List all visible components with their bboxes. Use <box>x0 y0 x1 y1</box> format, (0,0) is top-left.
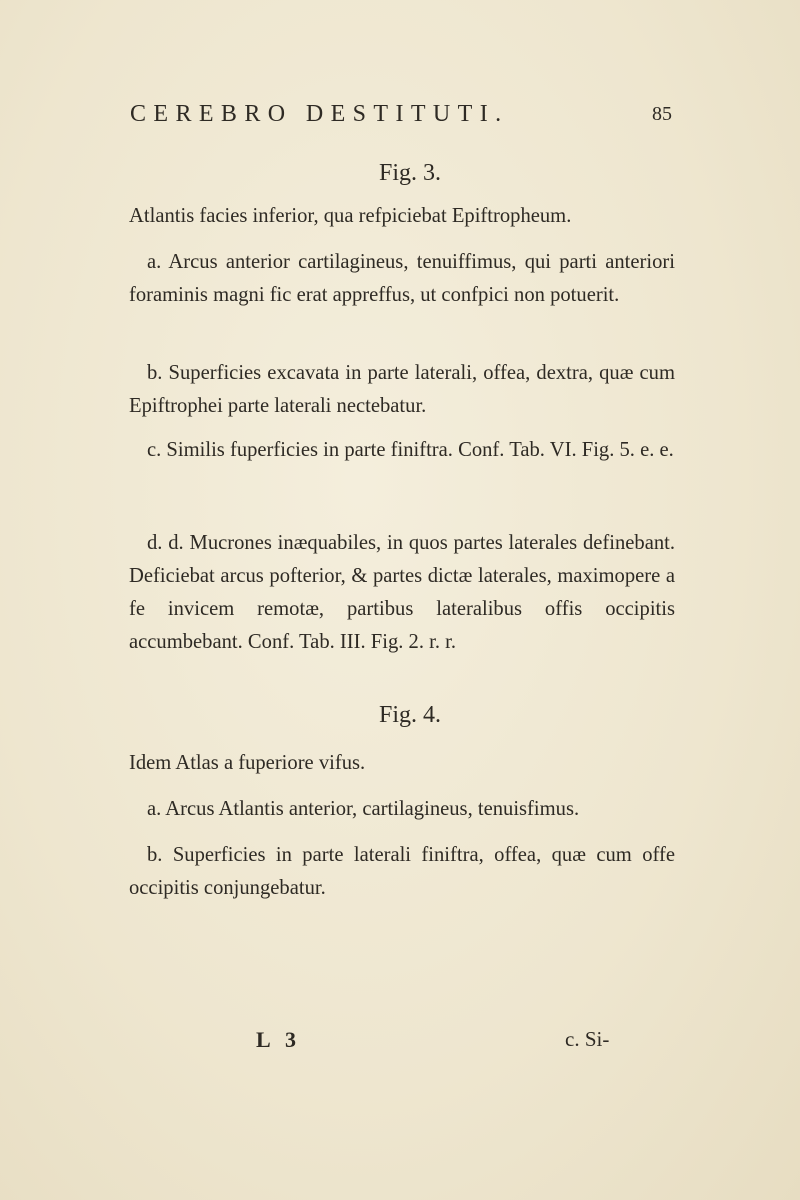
running-title: CEREBRO DESTITUTI. <box>130 101 509 127</box>
figure-4-caption: Idem Atlas a fuperiore vifus. <box>129 752 366 774</box>
catchword: c. Si- <box>565 1027 610 1051</box>
figure-3-caption: Atlantis facies inferior, qua refpiciebat Epiftropheum. <box>129 205 572 227</box>
page-number: 85 <box>652 103 672 125</box>
figure-heading-4: Fig. 4. <box>378 702 441 728</box>
figure-4-item-b: b. Superficies in parte laterali finiftra, offea, quæ cum offe occipitis conjungebatur. <box>129 844 675 899</box>
figure-3-item-c: c. Similis fuperficies in parte finiftra. Conf. Tab. VI. Fig. 5. e. e. <box>147 439 674 461</box>
figure-3-item-dd: d. d. Mucrones inæquabiles, in quos partes laterales definebant. Deficiebat arcus pofterior, & partes dictæ laterales, maximopere a fe invicem remotæ, partibus lateralibus offis occipitis accumbebant. Conf. Tab. III. Fig. 2. r. r. <box>129 532 675 653</box>
page-header <box>130 101 690 135</box>
figure-heading-3: Fig. 3. <box>378 160 441 186</box>
figure-3-item-a: a. Arcus anterior cartilagineus, tenuiffimus, qui parti anteriori foraminis magni fic erat appreffus, ut confpici non potuerit. <box>129 251 675 306</box>
signature-mark: L 3 <box>256 1027 301 1052</box>
figure-4-item-a: a. Arcus Atlantis anterior, cartilagineus, tenuisfimus. <box>147 798 580 820</box>
figure-3-item-b: b. Superficies excavata in parte laterali, offea, dextra, quæ cum Epiftrophei parte laterali nectebatur. <box>129 362 675 417</box>
